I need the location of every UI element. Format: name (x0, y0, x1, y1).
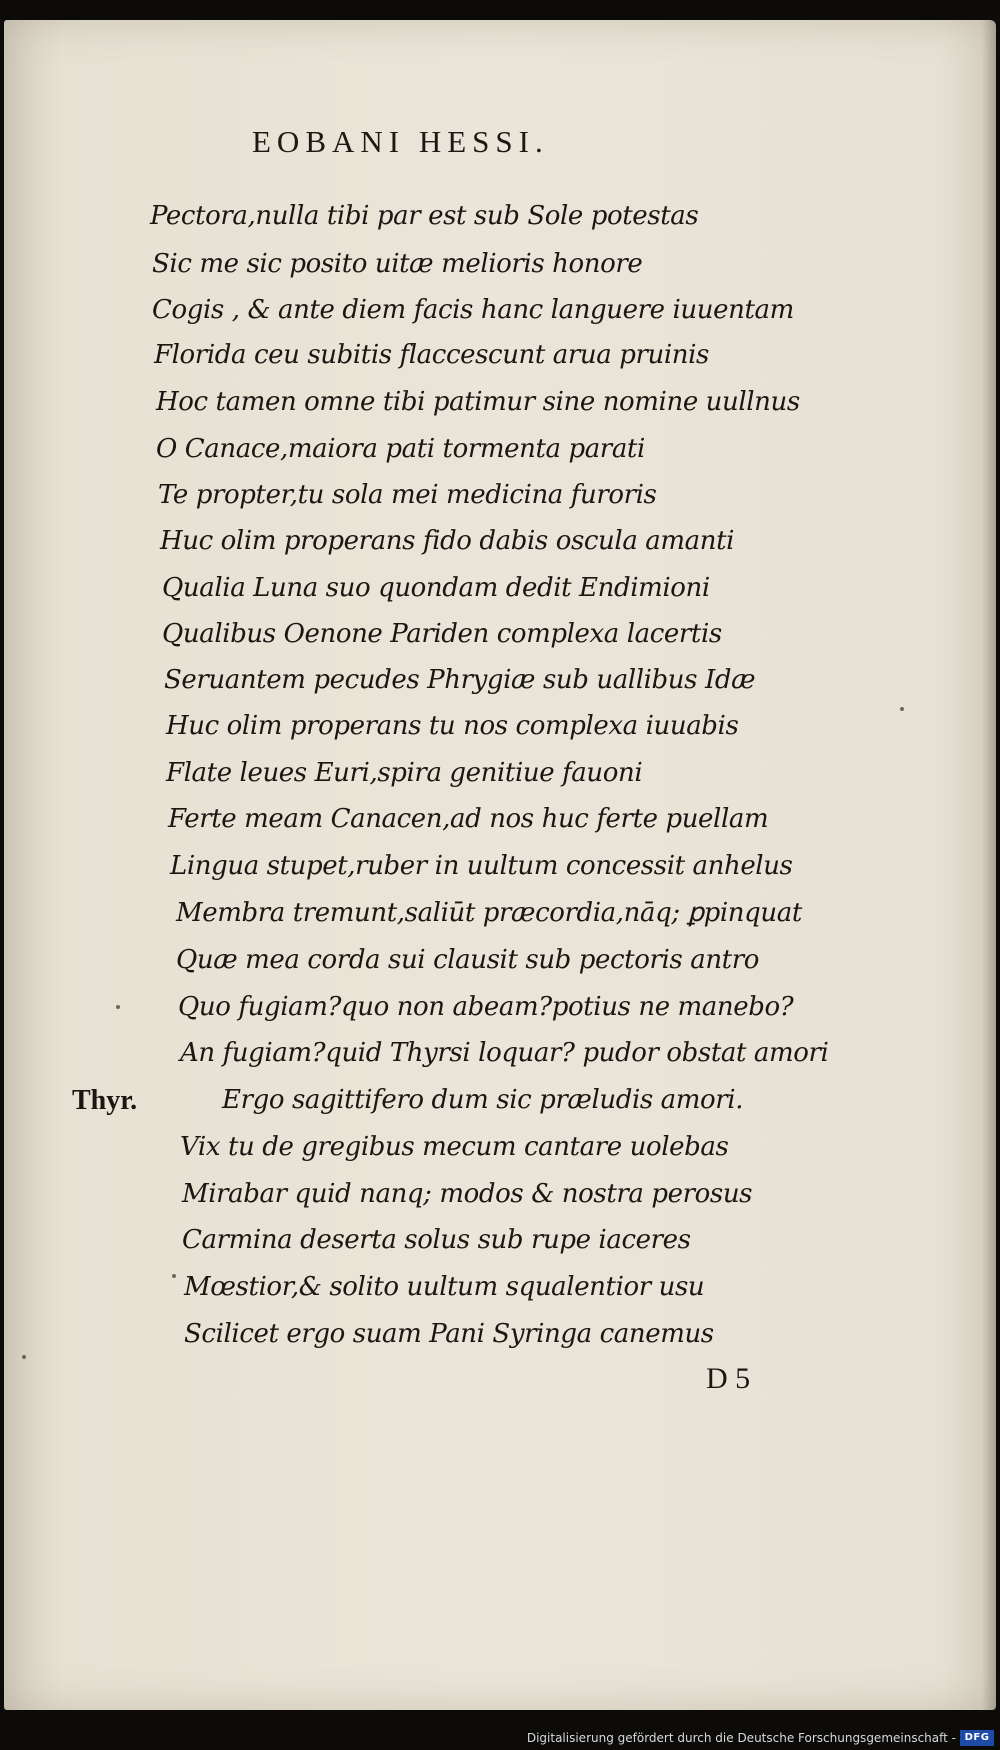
verse-line: Pectora,nulla tibi par est sub Sole potestas (150, 201, 699, 231)
speaker-label: Thyr. (72, 1085, 138, 1116)
verse-line: Mœstior,& solito uultum squalentior usu (184, 1272, 705, 1302)
verse-line: Quo fugiam?quo non abeam?potius ne manebo? (178, 992, 794, 1022)
verse-line: Qualia Luna suo quondam dedit Endimioni (162, 573, 710, 603)
verse-line: Carmina deserta solus sub rupe iaceres (182, 1225, 691, 1255)
paper-speck (22, 1355, 26, 1359)
verse-line: An fugiam?quid Thyrsi loquar? pudor obstat amori (180, 1038, 829, 1068)
paper-speck (172, 1274, 176, 1278)
verse-line: Ferte meam Canacen,ad nos huc ferte puellam (168, 804, 769, 834)
verse-line: Membra tremunt,saliūt præcordia,nāq; ꝑpinquat (176, 898, 802, 928)
signature-mark: D 5 (706, 1362, 751, 1395)
verse-line: Scilicet ergo suam Pani Syringa canemus (184, 1319, 714, 1349)
verse-line: Sic me sic posito uitæ melioris honore (152, 249, 643, 279)
verse-line: Seruantem pecudes Phrygiæ sub uallibus Idæ (164, 665, 756, 695)
verse-line: Huc olim properans tu nos complexa iuuabis (166, 711, 739, 741)
verse-line: Cogis , & ante diem facis hanc languere iuuentam (152, 295, 794, 325)
verse-line: Mirabar quid nanq; modos & nostra perosus (182, 1179, 753, 1209)
running-header: EOBANI HESSI. (252, 124, 549, 159)
verse-line: Huc olim properans fido dabis oscula amanti (160, 526, 735, 556)
verse-line: Florida ceu subitis flaccescunt arua pruinis (154, 340, 709, 370)
verse-line: Qualibus Oenone Pariden complexa lacertis (162, 619, 722, 649)
paper-speck (116, 1005, 120, 1009)
dfg-logo: DFG (960, 1730, 994, 1746)
verse-line: Hoc tamen omne tibi patimur sine nomine uullnus (156, 387, 800, 417)
verse-line: Vix tu de gregibus mecum cantare uolebas (180, 1132, 729, 1162)
verse-line: Ergo sagittifero dum sic præludis amori. (222, 1085, 744, 1115)
verse-line: Quæ mea corda sui clausit sub pectoris antro (176, 945, 760, 975)
verse-line: Flate leues Euri,spira genitiue fauoni (166, 758, 643, 788)
verse-line: Te propter,tu sola mei medicina furoris (158, 480, 657, 510)
verse-line: O Canace,maiora pati tormenta parati (156, 434, 645, 464)
book-page (4, 20, 996, 1710)
funding-credit: Digitalisierung gefördert durch die Deutsche Forschungsgemeinschaft - (526, 1731, 956, 1745)
paper-speck (900, 707, 904, 711)
digitization-footer (0, 1710, 1000, 1750)
verse-line: Lingua stupet,ruber in uultum concessit anhelus (170, 851, 793, 881)
